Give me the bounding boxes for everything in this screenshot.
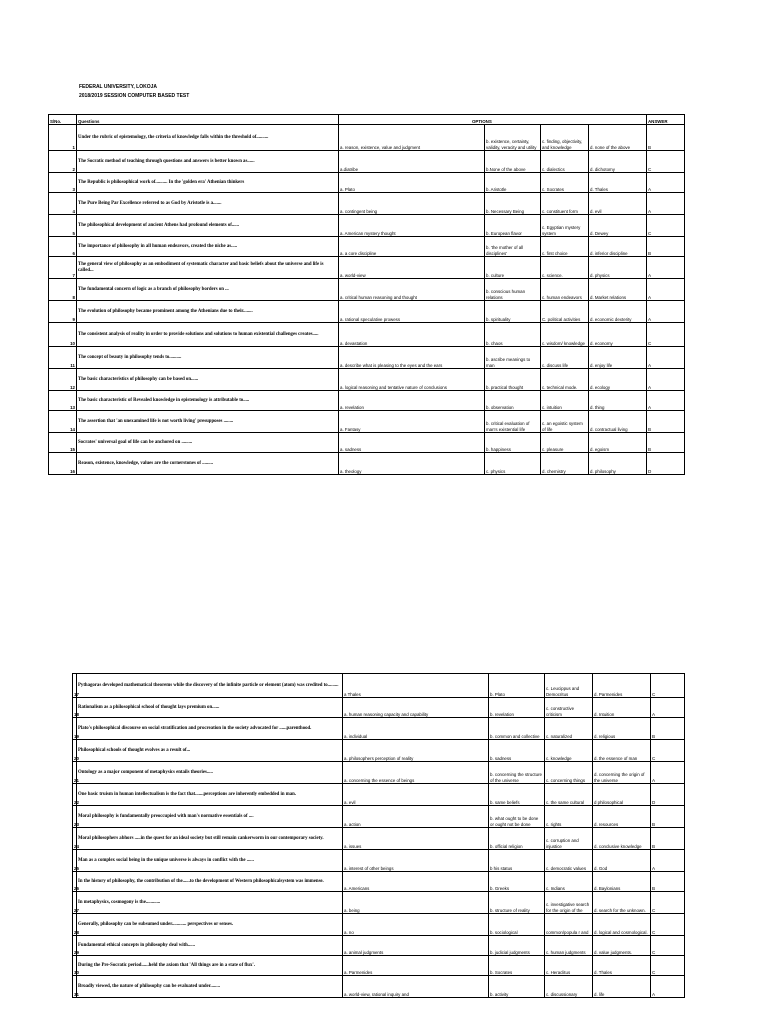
option-a: a. issues bbox=[343, 828, 489, 850]
option-b: b. sociological bbox=[489, 914, 545, 936]
answer-cell: A bbox=[647, 193, 685, 215]
option-a: a. Americans bbox=[343, 872, 489, 892]
question-number: 12 bbox=[49, 369, 77, 391]
question-number: 21 bbox=[73, 762, 77, 784]
table-row bbox=[73, 674, 685, 698]
option-d: d. Parmenides bbox=[593, 674, 651, 698]
question-text: Reason, existence, knowledge, values are the cornerstones of ......... bbox=[77, 453, 339, 475]
option-b: b. existence, certainty, validity, veracity and utility bbox=[485, 125, 541, 151]
table-row bbox=[73, 806, 685, 828]
answer-cell: A bbox=[647, 391, 685, 411]
question-number: 8 bbox=[49, 279, 77, 301]
table-row bbox=[49, 323, 685, 347]
table-row bbox=[49, 279, 685, 301]
option-d: d. religious bbox=[593, 718, 651, 740]
table-row bbox=[49, 433, 685, 453]
answer-cell: A bbox=[647, 257, 685, 279]
answer-cell: A bbox=[647, 173, 685, 193]
option-b: c. physics bbox=[485, 453, 541, 475]
question-number: 29 bbox=[73, 936, 77, 956]
option-c: c. concerning things bbox=[545, 762, 593, 784]
question-text: The consistent analysis of reality in order to provide solutions and solutions to human existential challenges creates..... bbox=[77, 323, 339, 347]
question-number: 10 bbox=[49, 323, 77, 347]
question-number: 5 bbox=[49, 215, 77, 237]
question-number: 14 bbox=[49, 411, 77, 433]
table-row bbox=[73, 956, 685, 976]
question-text: The fundamental concern of logic as a branch of philosophy borders on ... bbox=[77, 279, 339, 301]
option-b: b. what ought to be done or ought not be done bbox=[489, 806, 545, 828]
option-d: d. enjoy life bbox=[589, 347, 647, 369]
question-text: Socrates' universal goal of life can be anchored on ......... bbox=[77, 433, 339, 453]
option-b: b. structure of reality bbox=[489, 892, 545, 914]
question-number: 9 bbox=[49, 301, 77, 323]
option-c: c. human endeavors bbox=[541, 279, 589, 301]
question-number: 19 bbox=[73, 718, 77, 740]
option-d: d. conclusive knowledge bbox=[593, 828, 651, 850]
table-header-row bbox=[49, 115, 685, 125]
option-a: a. individual bbox=[343, 718, 489, 740]
question-number: 16 bbox=[49, 453, 77, 475]
option-d: d. egoism bbox=[589, 433, 647, 453]
question-number: 23 bbox=[73, 806, 77, 828]
option-b: b. ascribe meanings to man bbox=[485, 347, 541, 369]
question-number: 2 bbox=[49, 151, 77, 173]
question-text: One basic truism in human intellectualism is the fact that.......perceptions are inherently embedded in man. bbox=[77, 784, 343, 806]
answer-cell: D bbox=[647, 453, 685, 475]
option-c: c. dialectics bbox=[541, 151, 589, 173]
answer-cell: C bbox=[651, 936, 685, 956]
option-b: b. sadness bbox=[489, 740, 545, 762]
option-d: d. evil bbox=[589, 193, 647, 215]
option-d: d. ecology bbox=[589, 369, 647, 391]
table-row bbox=[73, 740, 685, 762]
option-d: d. Market relations bbox=[589, 279, 647, 301]
table-row bbox=[73, 872, 685, 892]
question-text: Pythagoras developed mathematical theorems while the discovery of the infinite particle or element (atom) was credited to......... bbox=[77, 674, 343, 698]
answer-cell: B bbox=[651, 828, 685, 850]
answer-cell: B bbox=[647, 237, 685, 257]
question-number: 1 bbox=[49, 125, 77, 151]
answer-cell: A bbox=[651, 976, 685, 998]
option-a: a. Fantasy bbox=[339, 411, 485, 433]
option-a: a. Parmenides bbox=[343, 956, 489, 976]
table-row bbox=[73, 892, 685, 914]
table-row bbox=[49, 411, 685, 433]
question-number: 22 bbox=[73, 784, 77, 806]
option-b: b. Aristotle bbox=[485, 173, 541, 193]
option-c: c. discuss life bbox=[541, 347, 589, 369]
option-b: b. activity bbox=[489, 976, 545, 998]
answer-cell: C bbox=[651, 914, 685, 936]
question-text: Man as a complex social being in the unique universe is always in conflict with the ...... bbox=[77, 850, 343, 872]
question-text: The basic characteristics of philosophy can be based on...... bbox=[77, 369, 339, 391]
option-b: b. practical thought bbox=[485, 369, 541, 391]
option-a: a. critical human reasoning and thought bbox=[339, 279, 485, 301]
option-a: a. no bbox=[343, 914, 489, 936]
option-c: C. political activities bbox=[541, 301, 589, 323]
option-d: d. value judgments. bbox=[593, 936, 651, 956]
questions-table-1 bbox=[48, 114, 685, 475]
table-row bbox=[49, 369, 685, 391]
option-c: c. constructive criticism bbox=[545, 698, 593, 718]
option-d: d. Intuition bbox=[593, 698, 651, 718]
answer-cell: A bbox=[651, 762, 685, 784]
option-b: b. happiness bbox=[485, 433, 541, 453]
answer-cell: A bbox=[647, 369, 685, 391]
question-text: The Pure Being Par Excellence referred to as God by Aristotle is a....... bbox=[77, 193, 339, 215]
question-number: 7 bbox=[49, 257, 77, 279]
option-b: b. Socrates bbox=[489, 956, 545, 976]
question-text: Philosophical schools of thought evolves as a result of... bbox=[77, 740, 343, 762]
question-text: The Republic is philosophical work of.......... In the 'golden era' Athenian thinkers bbox=[77, 173, 339, 193]
option-a: a. action bbox=[343, 806, 489, 828]
option-a: a Thales bbox=[343, 674, 489, 698]
question-number: 25 bbox=[73, 850, 77, 872]
option-b: b. concerning the structure of the universe bbox=[489, 762, 545, 784]
table-row bbox=[49, 453, 685, 475]
question-text: Moral philosophers abhors .....in the quest for an ideal society but still remain cankerworm in our contemporary society. bbox=[77, 828, 343, 850]
option-b: b.None of the above bbox=[485, 151, 541, 173]
option-a: a. contingent being bbox=[339, 193, 485, 215]
option-c: c. the same cultural bbox=[545, 784, 593, 806]
option-a: a. devastation bbox=[339, 323, 485, 347]
question-number: 28 bbox=[73, 914, 77, 936]
question-text: Generally, philosophy can be subsumed under............ perspectives or senses. bbox=[77, 914, 343, 936]
session-title: 2018/2019 SESSION COMPUTER BASED TEST bbox=[79, 93, 190, 99]
option-c: common/popula r and bbox=[545, 914, 593, 936]
option-a: a. evil bbox=[343, 784, 489, 806]
col-header-options: OPTIONS bbox=[339, 115, 647, 125]
option-d: d. search for the unknown. bbox=[593, 892, 651, 914]
option-d: d. concerning the origin of the universe bbox=[593, 762, 651, 784]
table-row bbox=[49, 125, 685, 151]
option-b: b. Greeks bbox=[489, 872, 545, 892]
option-d: d. thing bbox=[589, 391, 647, 411]
option-d: d. contractual living bbox=[589, 411, 647, 433]
question-text: Ontology as a major component of metaphysics entails theories..... bbox=[77, 762, 343, 784]
option-a: a. reason, existence, value and judgment bbox=[339, 125, 485, 151]
question-text: The concept of beauty in philosophy tends to.......... bbox=[77, 347, 339, 369]
question-text: Moral philosophy is fundamentally preoccupied with man's normative essentials of .... bbox=[77, 806, 343, 828]
question-number: 17 bbox=[73, 674, 77, 698]
question-text: During the Pre-Socratic period......held the axiom that 'All things are in a state of flux'. bbox=[77, 956, 343, 976]
col-header-answer: ANSWER bbox=[647, 115, 685, 125]
option-a: a. describe what is pleasing to the eyes and the ears bbox=[339, 347, 485, 369]
table-row bbox=[49, 301, 685, 323]
answer-cell: B bbox=[647, 411, 685, 433]
question-text: Broadly viewed, the nature of philosophy can be evaluated under........ bbox=[77, 976, 343, 998]
option-a: a. interest of other beings bbox=[343, 850, 489, 872]
table-row bbox=[73, 784, 685, 806]
option-d: d. physics bbox=[589, 257, 647, 279]
option-d: d. economy bbox=[589, 323, 647, 347]
option-d: d. Thales bbox=[593, 956, 651, 976]
option-a: a. world-view, rational inquiry and bbox=[343, 976, 489, 998]
option-b: b. 'the mother of all disciplines' bbox=[485, 237, 541, 257]
option-b: b. revelation bbox=[489, 698, 545, 718]
option-a: a. philosophers perception of reality bbox=[343, 740, 489, 762]
option-b: b. spirituality bbox=[485, 301, 541, 323]
option-b: b. Plato bbox=[489, 674, 545, 698]
option-d: d. life bbox=[593, 976, 651, 998]
question-text: The assertion that 'an unexamined life is not worth living' presupposes ........ bbox=[77, 411, 339, 433]
option-a: a. rational speculative prowess bbox=[339, 301, 485, 323]
option-c: c. wisdom/ knowledge bbox=[541, 323, 589, 347]
answer-cell: B bbox=[647, 125, 685, 151]
option-c: c. discussionary bbox=[545, 976, 593, 998]
table-row bbox=[73, 762, 685, 784]
question-text: The importance of philosophy in all human endeavors, created the niche as..... bbox=[77, 237, 339, 257]
option-c: c. investigative search for the origin of the bbox=[545, 892, 593, 914]
table-row bbox=[49, 215, 685, 237]
question-text: Under the rubric of epistemology, the criteria of knowledge falls within the threshold of.......... bbox=[77, 125, 339, 151]
answer-cell: A bbox=[647, 347, 685, 369]
answer-cell: A bbox=[647, 301, 685, 323]
answer-cell: B bbox=[651, 806, 685, 828]
answer-cell: C bbox=[651, 674, 685, 698]
question-text: The philosophical development of ancient Athens had profound elements of...... bbox=[77, 215, 339, 237]
table-row bbox=[49, 173, 685, 193]
option-b: b. chaos bbox=[485, 323, 541, 347]
option-d: d. inferior discipline bbox=[589, 237, 647, 257]
answer-cell: C bbox=[647, 151, 685, 173]
answer-cell: C bbox=[651, 892, 685, 914]
question-text: Rationalism as a philosophical school of thought lays premium on...... bbox=[77, 698, 343, 718]
option-a: a. revelation bbox=[339, 391, 485, 411]
question-number: 24 bbox=[73, 828, 77, 850]
question-text: The evolution of philosophy became prominent among the Athenians due to their........ bbox=[77, 301, 339, 323]
option-b: b. judicial judgments bbox=[489, 936, 545, 956]
option-c: c. technical mode. bbox=[541, 369, 589, 391]
question-number: 27 bbox=[73, 892, 77, 914]
option-c: c. corruption and injustice bbox=[545, 828, 593, 850]
option-a: a. theology bbox=[339, 453, 485, 475]
option-c: c. Indians bbox=[545, 872, 593, 892]
question-number: 20 bbox=[73, 740, 77, 762]
answer-cell: D bbox=[651, 784, 685, 806]
question-number: 4 bbox=[49, 193, 77, 215]
question-text: Fundamental ethical concepts in philosophy deal with...... bbox=[77, 936, 343, 956]
answer-cell: A bbox=[651, 850, 685, 872]
option-d: d. dichotomy bbox=[589, 151, 647, 173]
table-row bbox=[73, 718, 685, 740]
option-d: d. God bbox=[593, 850, 651, 872]
option-b: b. same beliefs bbox=[489, 784, 545, 806]
option-a: a. world-view bbox=[339, 257, 485, 279]
option-b: b his status bbox=[489, 850, 545, 872]
option-d: d. economic dexterity bbox=[589, 301, 647, 323]
option-d: d. philosophy bbox=[589, 453, 647, 475]
option-a: a.diatribe bbox=[339, 151, 485, 173]
question-text: The general view of philosophy as an embodiment of systematic character and basic beliefs about the universe and life is called... bbox=[77, 257, 339, 279]
answer-cell: B bbox=[651, 872, 685, 892]
question-number: 3 bbox=[49, 173, 77, 193]
option-d: d. logical and cosmological. bbox=[593, 914, 651, 936]
table-row bbox=[49, 237, 685, 257]
answer-cell: C bbox=[651, 740, 685, 762]
table-row bbox=[49, 151, 685, 173]
question-number: 11 bbox=[49, 347, 77, 369]
option-c: c. Socrates bbox=[541, 173, 589, 193]
option-d: d. Dewey bbox=[589, 215, 647, 237]
option-c: c. Leucippus and Democritus bbox=[545, 674, 593, 698]
option-c: c. knowledge bbox=[545, 740, 593, 762]
question-number: 15 bbox=[49, 433, 77, 453]
question-number: 30 bbox=[73, 956, 77, 976]
option-a: a. sadness bbox=[339, 433, 485, 453]
option-a: a. concerning the essence of beings bbox=[343, 762, 489, 784]
table-row bbox=[73, 828, 685, 850]
question-text: In the history of philosophy, the contribution of the......to the development of Western philosophicalsystem was immense. bbox=[77, 872, 343, 892]
option-a: a. human reasoning capacity and capability bbox=[343, 698, 489, 718]
col-header-questions: Questions bbox=[77, 115, 339, 125]
option-d: d. none of the above bbox=[589, 125, 647, 151]
option-b: b. common and collective bbox=[489, 718, 545, 740]
answer-cell: B bbox=[651, 718, 685, 740]
table-row bbox=[73, 976, 685, 998]
option-a: a. Plato bbox=[339, 173, 485, 193]
question-text: The Socratic method of teaching through questions and answers is better known as...... bbox=[77, 151, 339, 173]
col-header-sno: S/No. bbox=[49, 115, 77, 125]
university-name: FEDERAL UNIVERSITY, LOKOJA bbox=[79, 84, 157, 90]
answer-cell: A bbox=[647, 279, 685, 301]
option-d: d. resources bbox=[593, 806, 651, 828]
option-c: c. first choice bbox=[541, 237, 589, 257]
answer-cell: C bbox=[647, 323, 685, 347]
option-c: c. science. bbox=[541, 257, 589, 279]
question-number: 26 bbox=[73, 872, 77, 892]
option-c: c. finding, objectivity, and knowledge bbox=[541, 125, 589, 151]
question-number: 18 bbox=[73, 698, 77, 718]
option-a: a. a core discipline bbox=[339, 237, 485, 257]
question-number: 6 bbox=[49, 237, 77, 257]
table-row bbox=[49, 193, 685, 215]
option-a: a. animal judgments bbox=[343, 936, 489, 956]
questions-table-2 bbox=[72, 673, 685, 998]
table-row bbox=[73, 936, 685, 956]
question-text: Plato's philosophical discourse on social stratification and procreation in the society advocated for ......parenthood. bbox=[77, 718, 343, 740]
option-c: c. Heraclitus bbox=[545, 956, 593, 976]
option-b: b. culture bbox=[485, 257, 541, 279]
option-c: c. constituent form bbox=[541, 193, 589, 215]
table-row bbox=[73, 914, 685, 936]
answer-cell: B bbox=[647, 433, 685, 453]
option-b: b. official religion bbox=[489, 828, 545, 850]
option-c: c. Egyptian mystery system bbox=[541, 215, 589, 237]
answer-cell: A bbox=[651, 698, 685, 718]
question-number: 31 bbox=[73, 976, 77, 998]
answer-cell: C bbox=[647, 215, 685, 237]
question-number: 13 bbox=[49, 391, 77, 411]
answer-cell: C bbox=[651, 956, 685, 976]
option-b: b. conscious human relations bbox=[485, 279, 541, 301]
option-b: b. European flavor bbox=[485, 215, 541, 237]
option-c: c. pleasure bbox=[541, 433, 589, 453]
option-d: d. Thales bbox=[589, 173, 647, 193]
option-c: c. democratic values bbox=[545, 850, 593, 872]
option-b: b. critical evaluation of man's existential life bbox=[485, 411, 541, 433]
table-row bbox=[73, 850, 685, 872]
option-c: c. intuition bbox=[541, 391, 589, 411]
option-c: c. human judgments bbox=[545, 936, 593, 956]
option-a: a. being bbox=[343, 892, 489, 914]
option-c: d. chemistry bbox=[541, 453, 589, 475]
option-d: d. the essence of man bbox=[593, 740, 651, 762]
option-c: c. rights bbox=[545, 806, 593, 828]
question-text: In metaphysics, cosmogony is the............ bbox=[77, 892, 343, 914]
option-c: c. naturalized bbox=[545, 718, 593, 740]
table-row bbox=[73, 698, 685, 718]
option-c: c. an egoistic system of life bbox=[541, 411, 589, 433]
option-a: a. logical reasoning and tentative nature of conclusions bbox=[339, 369, 485, 391]
question-text: The basic characteristic of Revealed knowledge in epistemology is attributable to..... bbox=[77, 391, 339, 411]
option-b: b. observation bbox=[485, 391, 541, 411]
table-row bbox=[49, 257, 685, 279]
option-d: d. Baylonians bbox=[593, 872, 651, 892]
table-row bbox=[49, 347, 685, 369]
option-a: a. American mystery thought bbox=[339, 215, 485, 237]
option-d: d philosophical bbox=[593, 784, 651, 806]
table-row bbox=[49, 391, 685, 411]
option-b: b. Necessary Being bbox=[485, 193, 541, 215]
